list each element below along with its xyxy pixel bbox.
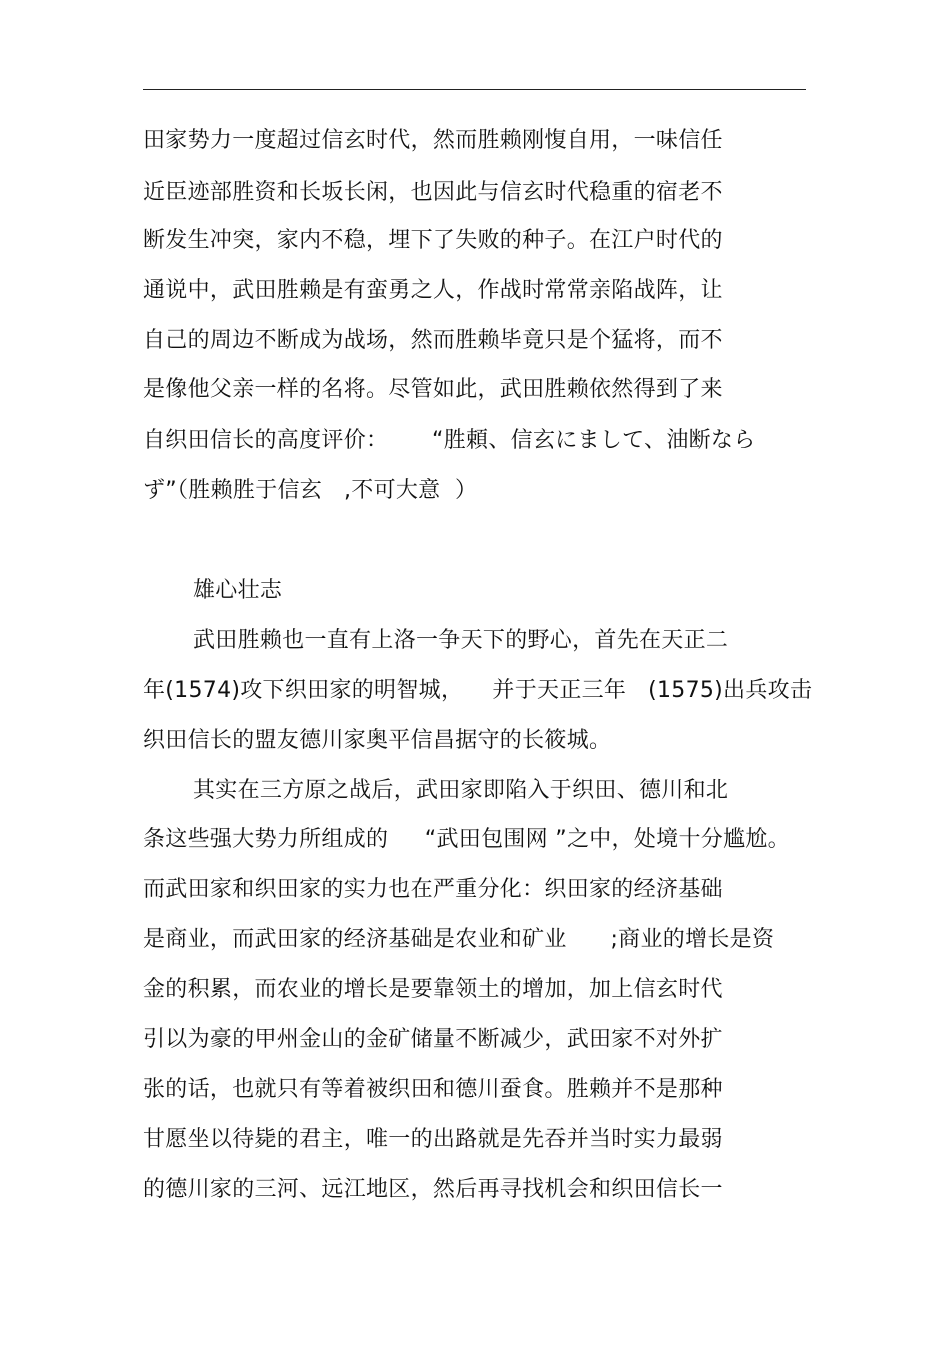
text-line: 年(1574)攻下织田家的明智城， 并于天正三年 (1575)出兵攻击 [143, 678, 813, 703]
text-line: 其实在三方原之战后，武田家即陷入于织田、德川和北 [193, 778, 729, 803]
text-line: ず”（胜赖胜于信玄 ,不可大意 ） [143, 478, 478, 503]
text-line: 甘愿坐以待毙的君主，唯一的出路就是先吞并当时实力最弱 [143, 1127, 723, 1152]
text-line: 断发生冲突，家内不稳，埋下了失败的种子。在江户时代的 [143, 228, 723, 253]
text-line: 田家势力一度超过信玄时代，然而胜赖刚愎自用，一味信任 [143, 128, 723, 153]
text-line: 条这些强大势力所组成的 “武田包围网 ”之中，处境十分尴尬。 [143, 827, 790, 852]
text-line: 武田胜赖也一直有上洛一争天下的野心，首先在天正二 [193, 628, 729, 653]
text-line: 金的积累，而农业的增长是要靠领土的增加，加上信玄时代 [143, 977, 723, 1002]
text-line: 近臣迹部胜资和长坂长闲，也因此与信玄时代稳重的宿老不 [143, 180, 723, 205]
text-line: 自织田信长的高度评价： “胜頼、信玄にまして、油断なら [143, 428, 756, 453]
text-line: 通说中，武田胜赖是有蛮勇之人，作战时常常亲陷战阵，让 [143, 278, 723, 303]
text-line: 而武田家和织田家的实力也在严重分化：织田家的经济基础 [143, 877, 723, 902]
text-line: 引以为豪的甲州金山的金矿储量不断减少，武田家不对外扩 [143, 1027, 723, 1052]
text-line: 的德川家的三河、远江地区，然后再寻找机会和织田信长一 [143, 1177, 723, 1202]
header-rule [143, 89, 806, 90]
text-line: 是像他父亲一样的名将。尽管如此，武田胜赖依然得到了来 [143, 377, 723, 402]
text-line: 织田信长的盟友德川家奥平信昌据守的长筱城。 [143, 728, 612, 753]
text-line: 自己的周边不断成为战场，然而胜赖毕竟只是个猛将，而不 [143, 328, 723, 353]
text-line: 张的话，也就只有等着被织田和德川蚕食。胜赖并不是那种 [143, 1077, 723, 1102]
text-line: 是商业，而武田家的经济基础是农业和矿业 ;商业的增长是资 [143, 927, 775, 952]
section-heading: 雄心壮志 [193, 578, 283, 603]
